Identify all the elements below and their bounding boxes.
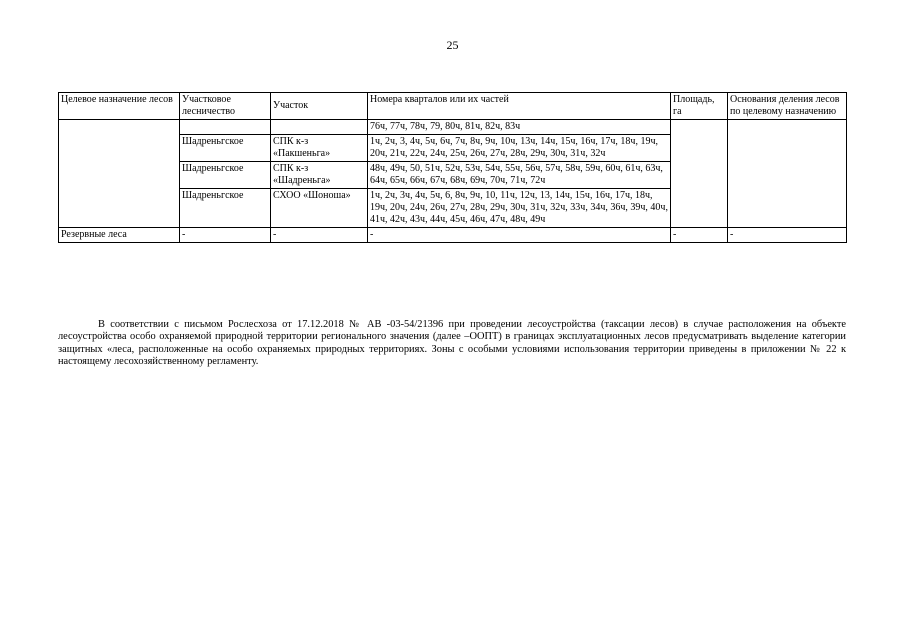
- cell-forestry: Шадреньгское: [180, 135, 271, 162]
- cell-basis: -: [728, 228, 847, 243]
- cell-section: [271, 120, 368, 135]
- cell-forestry: Шадреньгское: [180, 162, 271, 189]
- header-basis: Основания деления лесов по целевому назначению: [728, 93, 847, 120]
- header-blocks: Номера кварталов или их частей: [368, 93, 671, 120]
- forest-purpose-table: [58, 92, 847, 243]
- cell-forestry: -: [180, 228, 271, 243]
- header-forestry: Участковое лесничество: [180, 93, 271, 120]
- cell-basis: [728, 120, 847, 228]
- table-header-row: [59, 93, 847, 120]
- cell-forestry: [180, 120, 271, 135]
- cell-section: СХОО «Шоноша»: [271, 189, 368, 228]
- header-purpose: Целевое назначение лесов: [59, 93, 180, 120]
- table-row: [59, 120, 847, 135]
- cell-blocks: 1ч, 2ч, 3, 4ч, 5ч, 6ч, 7ч, 8ч, 9ч, 10ч, 13ч, 14ч, 15ч, 16ч, 17ч, 18ч, 19ч, 20ч, 21ч, 22ч, 24ч, 25ч, 26ч, 27ч, 28ч, 29ч, 30ч, 31ч, 32ч: [368, 135, 671, 162]
- body-paragraph: В соответствии с письмом Рослесхоза от 17.12.2018 № АВ -03-54/21396 при проведении лесоустройства (таксации лесов) в случае расположения на объекте лесоустройства особо охраняемой природной территории регионального значения (далее –ООПТ) в границах эксплуатационных лесов предусматривать выделение категории защитных «леса, расположенные на особо охраняемых природных территориях. Зоны с особыми условиями использования территории приведены в приложении № 22 к настоящему лесохозяйственному регламенту.: [58, 319, 846, 368]
- cell-blocks: 76ч, 77ч, 78ч, 79, 80ч, 81ч, 82ч, 83ч: [368, 120, 671, 135]
- cell-purpose: [59, 120, 180, 228]
- cell-blocks: 48ч, 49ч, 50, 51ч, 52ч, 53ч, 54ч, 55ч, 56ч, 57ч, 58ч, 59ч, 60ч, 61ч, 63ч, 64ч, 65ч, 66ч, 67ч, 68ч, 69ч, 70ч, 71ч, 72ч: [368, 162, 671, 189]
- cell-area: -: [671, 228, 728, 243]
- header-section: Участок: [271, 93, 368, 120]
- cell-purpose: Резервные леса: [59, 228, 180, 243]
- cell-section: СПК к-з «Шадреньга»: [271, 162, 368, 189]
- page-number: 25: [446, 38, 459, 52]
- header-area: Площадь, га: [671, 93, 728, 120]
- cell-section: СПК к-з «Пакшеньга»: [271, 135, 368, 162]
- cell-section: -: [271, 228, 368, 243]
- cell-blocks: 1ч, 2ч, 3ч, 4ч, 5ч, 6, 8ч, 9ч, 10, 11ч, 12ч, 13, 14ч, 15ч, 16ч, 17ч, 18ч, 19ч, 20ч, 24ч, 26ч, 27ч, 28ч, 29ч, 30ч, 31ч, 32ч, 33ч, 34ч, 36ч, 39ч, 40ч, 41ч, 42ч, 43ч, 44ч, 45ч, 46ч, 47ч, 48ч, 49ч: [368, 189, 671, 228]
- cell-forestry: Шадреньгское: [180, 189, 271, 228]
- table-row-reserve: [59, 228, 847, 243]
- cell-area: [671, 120, 728, 228]
- cell-blocks: -: [368, 228, 671, 243]
